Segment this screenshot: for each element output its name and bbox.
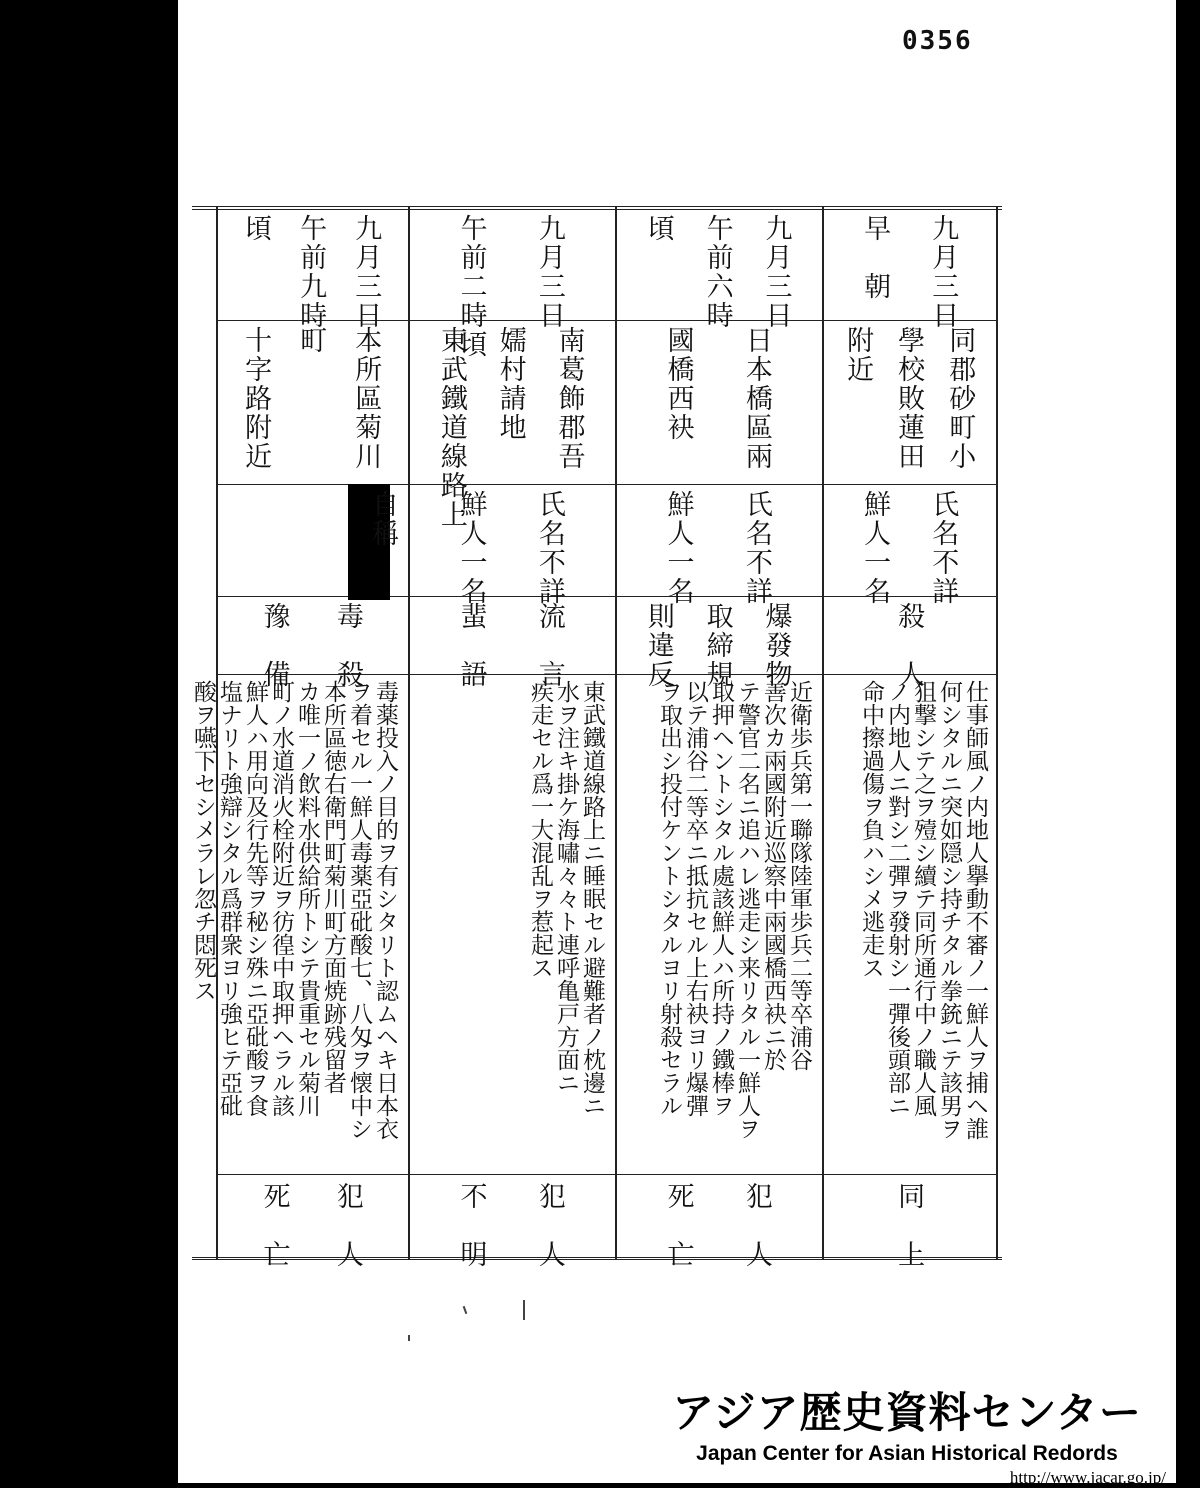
cell-text-line: テ警官二名ニ追ハレ逃走シ来リタル一鮮人ヲ <box>734 680 760 1140</box>
description-cell <box>623 680 810 1174</box>
cell-text-line: 南葛飾郡吾 <box>553 326 585 471</box>
cell-text-line: 毒 殺 <box>331 602 363 689</box>
description-cell <box>830 680 986 1174</box>
date-time-cell <box>623 214 810 330</box>
person-cell <box>623 490 810 606</box>
cell-text-line: 狙撃シテ之ヲ殪シ續テ同所通行中ノ職人風 <box>910 680 936 1117</box>
column-divider <box>615 206 617 1260</box>
disposition-cell <box>224 1182 396 1269</box>
jacar-logo <box>638 1380 1176 1488</box>
date-time-cell <box>830 214 986 330</box>
cell-text-line: 頃 <box>642 214 674 243</box>
cell-text-line: 殺 人 <box>893 602 925 689</box>
scan-speck <box>408 1335 410 1341</box>
cell-text-line: 流 言 <box>533 602 565 689</box>
document-page <box>178 0 1176 1487</box>
person-cell <box>416 490 603 606</box>
row-divider <box>216 320 998 321</box>
cell-text-line: 午前六時 <box>701 214 733 330</box>
cell-text-line: 氏名不詳 <box>740 490 772 606</box>
logo-japanese: アジア歴史資料センター <box>672 1388 1142 1437</box>
cell-text-line: 犯 人 <box>533 1182 565 1269</box>
description-cell <box>190 680 398 1174</box>
table-right-border <box>996 206 998 1260</box>
cell-text-line: 以テ浦谷二等卒ニ抵抗セル上右袂ヨリ爆彈 <box>682 680 708 1117</box>
person-cell <box>830 490 986 606</box>
cell-text-line: 死 亡 <box>258 1182 290 1269</box>
cell-text-line: 鮮人一名 <box>455 490 487 606</box>
cell-text-line: 酸ヲ嚥下セシメラレ忽チ悶死ス <box>190 680 216 1002</box>
row-divider <box>216 484 998 485</box>
row-divider <box>216 1174 998 1175</box>
logo-url: http://www.jacar.go.jp/ <box>1009 1468 1166 1487</box>
scan-speck <box>523 1300 525 1320</box>
cell-text-line: 鮮人ハ用向及行先等ヲ秘シ殊ニ亞砒酸ヲ食 <box>242 680 268 1117</box>
cell-text-line: 鮮人一名 <box>662 490 694 606</box>
location-cell <box>623 326 810 484</box>
cell-text-line: 近衛歩兵第一聯隊陸軍歩兵二等卒浦谷 <box>786 680 812 1071</box>
offense-cell <box>830 602 986 689</box>
cell-text-line: 午前九時 <box>295 214 327 330</box>
page-number: 0356 <box>902 26 973 56</box>
cell-text-line: 命中擦過傷ヲ負ハシメ逃走ス <box>858 680 884 979</box>
cell-text-line: カ唯一ノ飲料水供給所トシテ貴重セル菊川 <box>294 680 320 1117</box>
cell-text-line: 水ヲ注キ掛ケ海嘯々々ト連呼亀戸方面ニ <box>553 680 579 1094</box>
cell-text-line: ヲ着セル一鮮人毒薬亞砒酸七、八匁ヲ懐中シ <box>346 680 372 1140</box>
cell-text-line: 九月三日 <box>533 214 565 330</box>
offense-cell <box>623 602 810 689</box>
cell-text-line: 死 亡 <box>662 1182 694 1269</box>
cell-text-line: 氏名不詳 <box>927 490 959 606</box>
cell-text-line: 取押ヘントシタル處該鮮人ハ所持ノ鐵棒ヲ <box>708 680 734 1117</box>
person-cell <box>224 490 406 596</box>
cell-text-line: 自稱 <box>367 490 398 548</box>
cell-text-line: 東武鐵道線路上ニ睡眠セル避難者ノ枕邊ニ <box>579 680 605 1117</box>
cell-text-line: 同 上 <box>893 1182 925 1269</box>
cell-text-line: 日本橋區兩 <box>740 326 772 471</box>
location-cell <box>830 326 986 484</box>
cell-text-line: 疾走セル爲一大混乱ヲ惹起ス <box>527 680 553 979</box>
cell-text-line: 町 <box>295 326 327 355</box>
cell-text-line: 九月三日 <box>927 214 959 330</box>
offense-cell <box>416 602 603 689</box>
location-cell <box>224 326 396 484</box>
cell-text-line: 町ノ水道消火栓附近ヲ彷徨中取押ヘラル該 <box>268 680 294 1117</box>
offense-cell <box>224 602 396 689</box>
cell-text-line: 同郡砂町小 <box>944 326 976 471</box>
cell-text-line: 氏名不詳 <box>533 490 565 606</box>
cell-text-line: 鮮人一名 <box>859 490 891 606</box>
location-cell <box>416 326 603 529</box>
cell-text-line: 仕事師風ノ内地人擧動不審ノ一鮮人ヲ捕ヘ誰 <box>962 680 988 1140</box>
scan-speck <box>463 1306 468 1314</box>
logo-english: Japan Center for Asian Historical Redords <box>696 1442 1118 1465</box>
cell-text-line: 犯 人 <box>740 1182 772 1269</box>
cell-text-line: 學校敗蓮田 <box>893 326 925 471</box>
cell-text-line: 附近 <box>842 326 874 384</box>
cell-text-line: 午前二時頃 <box>455 214 487 359</box>
cell-text-line: 九月三日 <box>350 214 382 330</box>
cell-text-line: 爆發物 <box>760 602 792 689</box>
table-top-border <box>192 206 1002 210</box>
cell-text-line: ヲ取出シ投付ケントシタルヨリ射殺セラル <box>656 680 682 1117</box>
cell-text-line: 取締規 <box>701 602 733 689</box>
cell-text-line: 本所區菊川 <box>350 326 382 471</box>
disposition-cell <box>623 1182 810 1269</box>
cell-text-line: 九月三日 <box>760 214 792 330</box>
cell-text-line: 塩ナリト強辯シタル爲群衆ヨリ強ヒテ亞砒 <box>216 680 242 1117</box>
cell-text-line: ノ内地人ニ對シ二彈ヲ發射シ一彈後頭部ニ <box>884 680 910 1117</box>
date-time-cell <box>224 214 396 330</box>
cell-text-line: 犯 人 <box>331 1182 363 1269</box>
date-time-cell <box>416 214 603 359</box>
cell-text-line: 善次カ兩國附近巡察中兩國橋西袂ニ於 <box>760 680 786 1071</box>
cell-text-line: 毒薬投入ノ目的ヲ有シタリト認ムヘキ日本衣 <box>372 680 398 1140</box>
disposition-cell <box>830 1182 986 1269</box>
cell-text-line: 本所區徳右衛門町菊川町方面焼跡残留者 <box>320 680 346 1094</box>
cell-text-line: 嬬村請地 <box>494 326 526 442</box>
column-divider <box>822 206 824 1260</box>
cell-text-line: 國橋西袂 <box>662 326 694 442</box>
cell-text-line: 何シタルニ突如隠シ持チタル拳銃ニテ該男ヲ <box>936 680 962 1140</box>
cell-text-line: 頃 <box>240 214 272 243</box>
cell-text-line: 東武鐵道線路上 <box>435 326 467 529</box>
disposition-cell <box>416 1182 603 1269</box>
cell-text-line: 則違反 <box>642 602 674 689</box>
cell-text-line: 早 朝 <box>859 214 891 301</box>
column-divider <box>408 206 410 1260</box>
incident-table <box>190 206 1002 1269</box>
description-cell <box>416 680 603 1174</box>
cell-text-line: 十字路附近 <box>240 326 272 471</box>
cell-text-line: 蜚 語 <box>455 602 487 689</box>
cell-text-line: 豫 備 <box>258 602 290 689</box>
table-bottom-border <box>192 1257 1002 1260</box>
cell-text-line: 不 明 <box>455 1182 487 1269</box>
